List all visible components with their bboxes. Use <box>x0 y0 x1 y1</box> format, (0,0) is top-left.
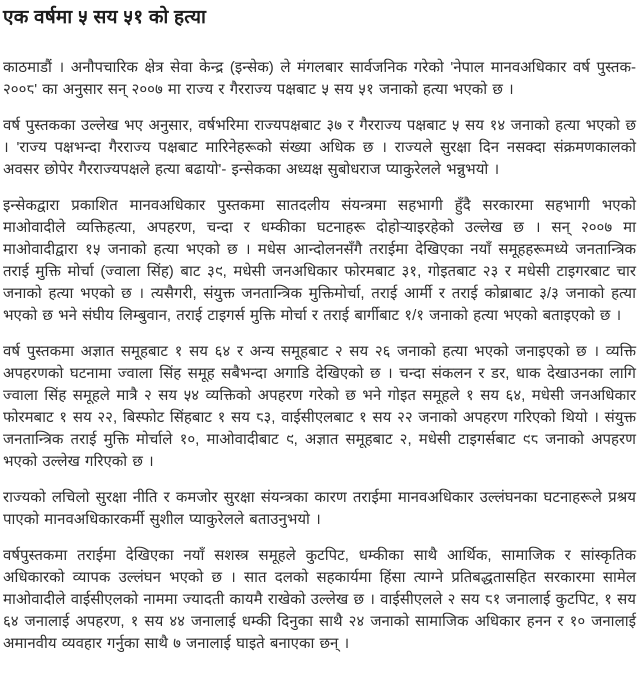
article-paragraph-3: इन्सेकद्वारा प्रकाशित मानवअधिकार पुस्तकमा सातदलीय संयन्त्रमा सहभागी हुँदै सरकारमा सहभागी भएको माओवादीले व्यक्तिहत्या, अपहरण, चन्दा र धम्कीका घटनाहरू दोहोऱ्याइरहेको उल्लेख छ । सन् २००७ मा माओवादीद्वारा १५ जनाको हत्या भएको छ । मधेस आन्दोलनसँगै तराईमा देखिएका नयाँ समूहहरूमध्ये जनतान्त्रिक तराई मुक्ति मोर्चा (ज्वाला सिंह) बाट ३९, मधेसी जनअधिकार फोरमबाट ३१, गोइतबाट २३ र मधेसी टाइगरबाट चार जनाको हत्या भएको छ । त्यसैगरी, संयुक्त जनतान्त्रिक मुक्तिमोर्चा, तराई आर्मी र तराई कोब्राबाट ३/३ जनाको हत्या भएको छ भने संघीय लिम्बुवान, तराई टाइगर्स मुक्ति मोर्चा र तराई बार्गीबाट १/१ जनाको हत्या भएको बताइएको छ । <box>3 196 636 324</box>
article-paragraph-4: वर्ष पुस्तकमा अज्ञात समूहबाट १ सय ६४ र अन्य समूहबाट २ सय २६ जनाको हत्या भएको जनाइएको छ । व्यक्ति अपहरणको घटनामा ज्वाला सिंह समूह सबैभन्दा अगाडि देखिएको छ । चन्दा संकलन र डर, धाक देखाउनका लागि ज्वाला सिंह समूहले मात्रै २ सय ५४ व्यक्तिको अपहरण गरेको छ भने गोइत समूहले १ सय ६४, मधेसी जनअधिकार फोरमबाट १ सय २२, बिस्फोट सिंहबाट १ सय ८३, वाईसीएलबाट १ सय २२ जनाको अपहरण गरिएको थियो । संयुक्त जनतान्त्रिक तराई मुक्ति मोर्चाले १०, माओवादीबाट ९, अज्ञात समूहबाट २, मधेसी टाइगर्सबाट ९८ जनाको अपहरण भएको उल्लेख गरिएको छ । <box>3 342 636 470</box>
article-paragraph-6: वर्षपुस्तकमा तराईमा देखिएका नयाँ सशस्त्र समूहले कुटपिट, धम्कीका साथै आर्थिक, सामाजिक र सांस्कृतिक अधिकारको व्यापक उल्लंघन भएको छ । सात दलको सहकार्यमा हिंसा त्याग्ने प्रतिबद्धतासहित सरकारमा सामेल माओवादीले वाईसीएलको नाममा ज्यादती कायमै राखेको उल्लेख छ । वाईसीएलले २ सय ८१ जनालाई कुटपिट, १ सय ६४ जनालाई अपहरण, १ सय ४४ जनालाई धम्की दिनुका साथै २४ जनाको सामाजिक अधिकार हनन र १० जनालाई अमानवीय व्यवहार गर्नुका साथै ७ जनालाई घाइते बनाएका छन् । <box>3 546 636 652</box>
article-title: एक वर्षमा ५ सय ५१ को हत्या <box>3 7 207 28</box>
article-paragraph-1: काठमाडौं । अनौपचारिक क्षेत्र सेवा केन्द्र (इन्सेक) ले मंगलबार सार्वजनिक गरेको 'नेपाल मानवअधिकार वर्ष पुस्तक- २००८' का अनुसार सन् २००७ मा राज्य र गैरराज्य पक्षबाट ५ सय ५१ जनाको हत्या भएको छ । <box>3 58 636 98</box>
article-paragraph-5: राज्यको लचिलो सुरक्षा नीति र कमजोर सुरक्षा संयन्त्रका कारण तराईमा मानवअधिकार उल्लंघनका घटनाहरूले प्रश्रय पाएको मानवअधिकारकर्मी सुशील प्याकुरेलले बताउनुभयो । <box>3 488 636 528</box>
article-body <box>3 57 636 655</box>
article-paragraph-2: वर्ष पुस्तकका उल्लेख भए अनुसार, वर्षभरिमा राज्यपक्षबाट ३७ र गैरराज्य पक्षबाट ५ सय १४ जनाको हत्या भएको छ । 'राज्य पक्षभन्दा गैरराज्य पक्षबाट मारिनेहरूको संख्या अधिक छ । राज्यले सुरक्षा दिन नसक्दा संक्रमणकालको अवसर छोपेर गैरराज्यपक्षले हत्या बढायो'- इन्सेकका अध्यक्ष सुबोधराज प्याकुरेलले भन्नुभयो । <box>3 116 636 178</box>
